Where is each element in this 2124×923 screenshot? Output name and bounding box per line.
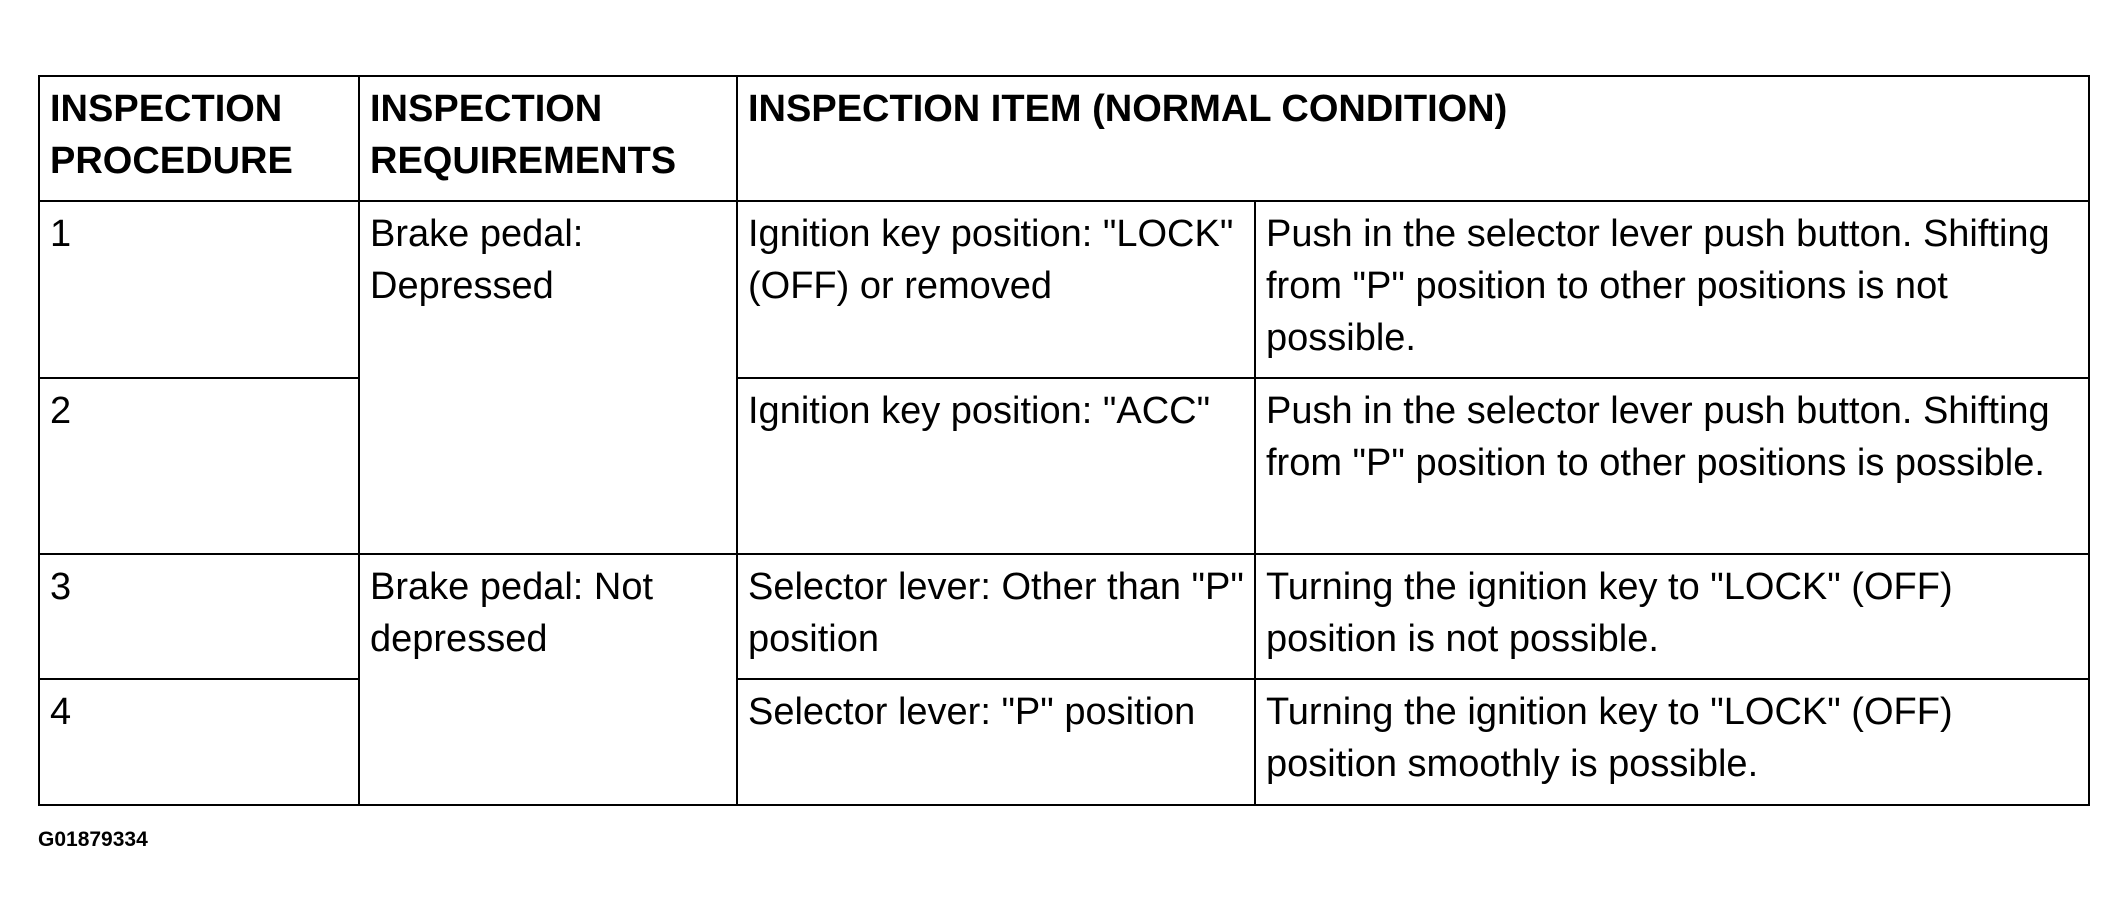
procedure-number: 3 [50, 566, 72, 608]
result-cell [1255, 554, 2089, 679]
requirement-text: Brake pedal: Depressed [370, 213, 584, 307]
result-text: Turning the ignition key to "LOCK" (OFF) position smoothly is possible. [1266, 691, 1953, 785]
header-inspection-procedure [39, 76, 359, 201]
table-row [39, 679, 2089, 805]
condition-text: Ignition key position: "ACC" [748, 390, 1211, 432]
condition-cell [737, 554, 1255, 679]
table-row [39, 554, 2089, 679]
header-inspection-requirements [359, 76, 737, 201]
result-cell [1255, 201, 2089, 378]
procedure-cell [39, 378, 359, 554]
condition-cell [737, 679, 1255, 805]
figure-code: G01879334 [38, 828, 148, 851]
procedure-number: 1 [50, 213, 72, 255]
requirement-cell [359, 554, 737, 805]
table-row [39, 378, 2089, 554]
requirement-text: Brake pedal: Not depressed [370, 566, 654, 660]
procedure-cell [39, 679, 359, 805]
inspection-table [38, 75, 2090, 806]
condition-text: Selector lever: Other than "P" position [748, 566, 1244, 660]
header-requirements-label: INSPECTION REQUIREMENTS [370, 88, 677, 182]
header-item-label: INSPECTION ITEM (NORMAL CONDITION) [748, 88, 1508, 130]
procedure-number: 2 [50, 390, 72, 432]
result-text: Push in the selector lever push button. Shifting from "P" position to other positions is possible. [1266, 390, 2050, 484]
condition-text: Ignition key position: "LOCK" (OFF) or removed [748, 213, 1234, 307]
table-header-row [39, 76, 2089, 201]
result-text: Push in the selector lever push button. Shifting from "P" position to other positions is not possible. [1266, 213, 2050, 359]
requirement-cell [359, 201, 737, 554]
result-text: Turning the ignition key to "LOCK" (OFF) position is not possible. [1266, 566, 1953, 660]
table-row [39, 201, 2089, 378]
result-cell [1255, 679, 2089, 805]
header-inspection-item [737, 76, 2089, 201]
result-cell [1255, 378, 2089, 554]
condition-cell [737, 378, 1255, 554]
procedure-cell [39, 201, 359, 378]
procedure-cell [39, 554, 359, 679]
header-procedure-label: INSPECTION PROCEDURE [50, 88, 293, 182]
procedure-number: 4 [50, 691, 72, 733]
condition-cell [737, 201, 1255, 378]
condition-text: Selector lever: "P" position [748, 691, 1196, 733]
